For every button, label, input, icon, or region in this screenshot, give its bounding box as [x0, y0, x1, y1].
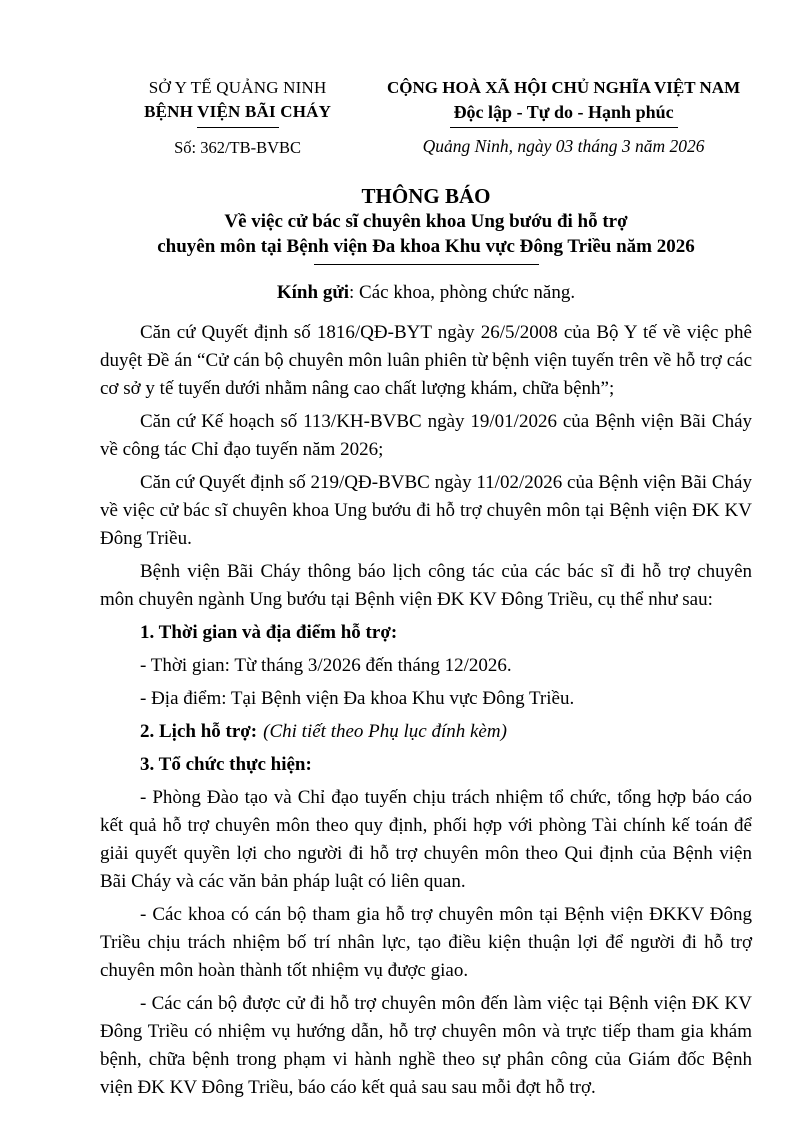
document-subtitle-line2: chuyên môn tại Bệnh viện Đa khoa Khu vực Đông Triều năm 2026 — [157, 236, 695, 257]
issuer-underline — [197, 127, 279, 128]
section-1-item-time: - Thời gian: Từ tháng 3/2026 đến tháng 12/2026. — [140, 655, 512, 676]
section-2-heading-note: (Chi tiết theo Phụ lục đính kèm) — [263, 721, 507, 742]
paragraph-announcement: Bệnh viện Bãi Cháy thông báo lịch công tác của các bác sĩ đi hỗ trợ chuyên môn chuyên ngành Ung bướu tại Bệnh viện ĐK KV Đông Triều, cụ thể như sau: — [100, 561, 752, 610]
document-header — [100, 76, 752, 158]
national-block — [375, 76, 752, 157]
issuer-hospital-name: BỆNH VIỆN BÃI CHÁY — [144, 102, 332, 121]
national-motto: Độc lập - Tự do - Hạnh phúc — [450, 100, 678, 128]
salutation-label: Kính gửi — [276, 282, 349, 303]
document-title: THÔNG BÁO — [361, 184, 491, 208]
section-2-heading-label: 2. Lịch hỗ trợ: — [140, 721, 258, 742]
title-block — [100, 183, 752, 265]
paragraph-basis-1: Căn cứ Quyết định số 1816/QĐ-BYT ngày 26/5/2008 của Bộ Y tế về việc phê duyệt Đề án “Cử cán bộ chuyên môn luân phiên từ bệnh viện tuyến trên về hỗ trợ các cơ sở y tế tuyến dưới nhằm nâng cao chất lượng khám, chữa bệnh”; — [100, 322, 752, 399]
section-1-heading: 1. Thời gian và địa điểm hỗ trợ: — [140, 622, 398, 643]
section-3-heading: 3. Tổ chức thực hiện: — [140, 754, 312, 775]
salutation — [100, 282, 752, 304]
issuer-department: SỞ Y TẾ QUẢNG NINH — [148, 78, 327, 97]
document-subtitle-line1: Về việc cử bác sĩ chuyên khoa Ung bướu đi hỗ trợ — [224, 211, 628, 232]
section-1-item-place: - Địa điểm: Tại Bệnh viện Đa khoa Khu vực Đông Triều. — [140, 688, 575, 709]
national-header: CỘNG HOÀ XÃ HỘI CHỦ NGHĨA VIỆT NAM — [387, 78, 741, 97]
document-number: Số: 362/TB-BVBC — [174, 138, 302, 157]
section-2-heading — [100, 718, 752, 746]
document-body — [100, 319, 752, 1102]
issuer-block — [100, 76, 375, 158]
place-and-date: Quảng Ninh, ngày 03 tháng 3 năm 2026 — [422, 136, 705, 156]
title-underline — [314, 264, 539, 265]
section-3-item-1: - Phòng Đào tạo và Chỉ đạo tuyến chịu trách nhiệm tổ chức, tổng hợp báo cáo kết quả hỗ trợ chuyên môn theo quy định, phối hợp với phòng Tài chính kế toán để giải quyết quyền lợi cho người đi hỗ trợ chuyên môn theo Qui định của Bệnh viện Bãi Cháy và các văn bản pháp luật có liên quan. — [100, 787, 752, 892]
paragraph-basis-2: Căn cứ Kế hoạch số 113/KH-BVBC ngày 19/01/2026 của Bệnh viện Bãi Cháy về công tác Chỉ đạo tuyến năm 2026; — [100, 411, 752, 460]
section-3-item-3: - Các cán bộ được cử đi hỗ trợ chuyên môn đến làm việc tại Bệnh viện ĐK KV Đông Triều có nhiệm vụ hướng dẫn, hỗ trợ chuyên môn và trực tiếp tham gia khám bệnh, chữa bệnh trong phạm vi hành nghề theo sự phân công của Giám đốc Bệnh viện ĐK KV Đông Triều, báo cáo kết quả sau sau mỗi đợt hỗ trợ. — [100, 993, 752, 1098]
salutation-recipients: : Các khoa, phòng chức năng. — [349, 282, 576, 303]
section-3-item-2: - Các khoa có cán bộ tham gia hỗ trợ chuyên môn tại Bệnh viện ĐKKV Đông Triều chịu trách nhiệm bố trí nhân lực, tạo điều kiện thuận lợi để người đi hỗ trợ chuyên môn hoàn thành tốt nhiệm vụ được giao. — [100, 904, 752, 981]
paragraph-basis-3: Căn cứ Quyết định số 219/QĐ-BVBC ngày 11/02/2026 của Bệnh viện Bãi Cháy về việc cử bác sĩ chuyên khoa Ung bướu đi hỗ trợ chuyên môn tại Bệnh viện ĐK KV Đông Triều. — [100, 472, 752, 549]
